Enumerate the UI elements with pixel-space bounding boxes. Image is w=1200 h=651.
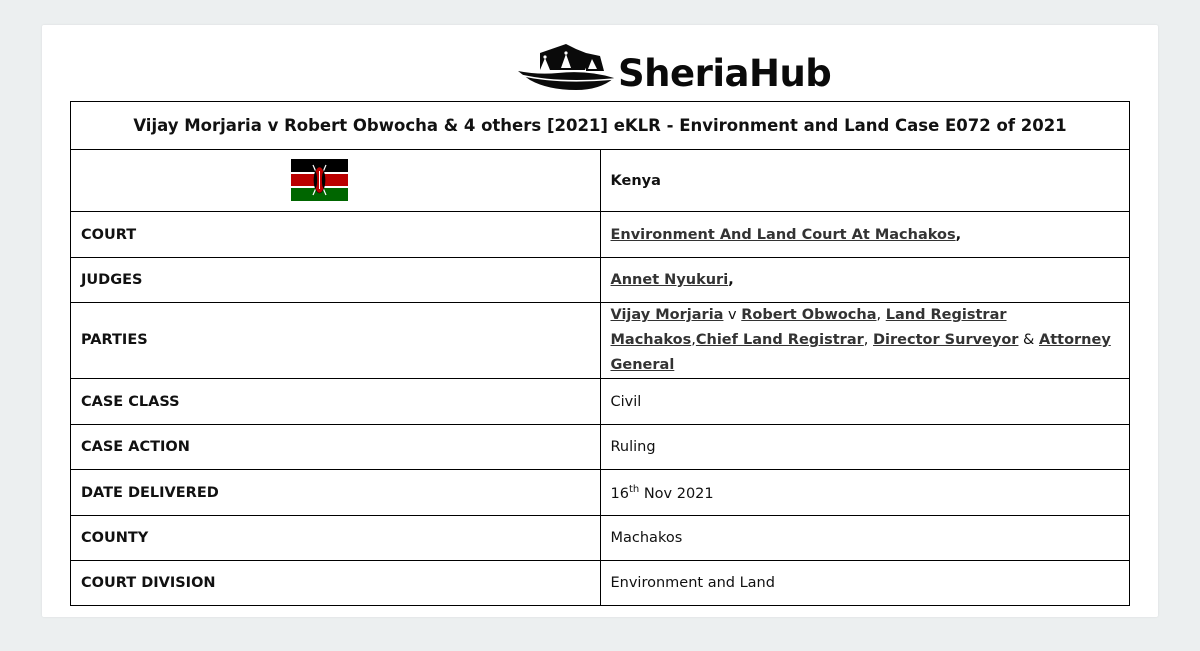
- party-separator: &: [1018, 332, 1039, 348]
- judges-label: JUDGES: [71, 258, 601, 303]
- parties-label: PARTIES: [71, 303, 601, 379]
- country-name: Kenya: [600, 150, 1130, 212]
- case-title: Vijay Morjaria v Robert Obwocha & 4 others [2021] eKLR - Environment and Land Case E072 of 2021: [71, 102, 1130, 150]
- case-details-table: [70, 101, 1130, 606]
- sheriahub-logo[interactable]: [518, 44, 831, 94]
- parties-value: [600, 303, 1130, 379]
- court-suffix: ,: [955, 226, 962, 243]
- case-action-value: Ruling: [600, 425, 1130, 470]
- party-link-1[interactable]: Vijay Morjaria: [610, 307, 724, 323]
- party-link-6[interactable]: Attorney General: [610, 332, 1111, 373]
- party-link-2[interactable]: Robert Obwocha: [741, 307, 877, 323]
- brand-name: SheriaHub: [618, 51, 832, 95]
- case-card: [42, 25, 1158, 617]
- court-value: [600, 212, 1130, 258]
- date-delivered-label: DATE DELIVERED: [71, 470, 601, 516]
- county-label: COUNTY: [71, 516, 601, 561]
- party-link-5[interactable]: Director Surveyor: [873, 332, 1019, 348]
- case-class-value: Civil: [600, 379, 1130, 425]
- party-link-3[interactable]: Land Registrar Machakos: [610, 307, 1007, 348]
- date-ordinal-suffix: th: [628, 483, 640, 495]
- case-action-label: CASE ACTION: [71, 425, 601, 470]
- county-value: Machakos: [600, 516, 1130, 561]
- judge-suffix: ,: [728, 272, 734, 288]
- flag-cell: [71, 150, 601, 212]
- party-separator: ,: [876, 307, 886, 323]
- kenya-flag-icon: [291, 159, 348, 205]
- court-link[interactable]: Environment And Land Court At Machakos: [610, 226, 956, 243]
- date-day: 16: [610, 485, 629, 502]
- party-separator: ,: [863, 332, 873, 348]
- judges-value: [600, 258, 1130, 303]
- party-link-4[interactable]: Chief Land Registrar: [695, 332, 864, 348]
- case-class-label: CASE CLASS: [71, 379, 601, 425]
- court-division-value: Environment and Land: [600, 561, 1130, 606]
- party-separator: ,: [691, 332, 696, 348]
- party-separator: v: [723, 307, 742, 323]
- judge-link[interactable]: Annet Nyukuri: [610, 272, 729, 288]
- date-delivered-value: [600, 470, 1130, 516]
- date-rest: Nov 2021: [639, 485, 714, 502]
- court-division-label: COURT DIVISION: [71, 561, 601, 606]
- court-label: COURT: [71, 212, 601, 258]
- scales-of-justice-icon: [518, 44, 616, 94]
